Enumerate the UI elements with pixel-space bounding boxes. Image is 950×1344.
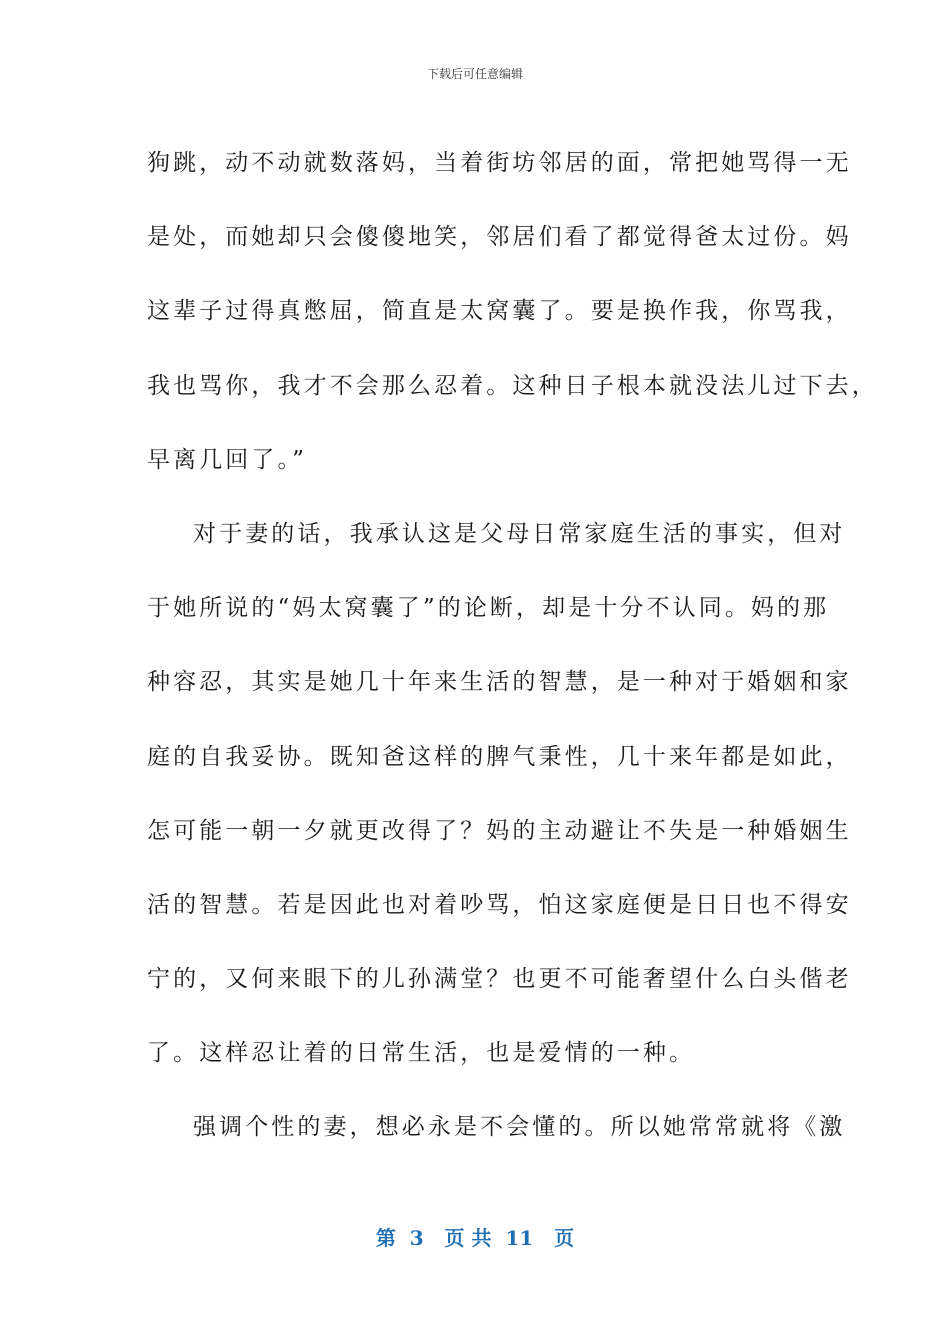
text-line: 这辈子过得真憋屈，简直是太窝囊了。要是换作我，你骂我， (147, 298, 852, 325)
text-line: 我也骂你，我才不会那么忍着。这种日子根本就没法儿过下去， (147, 372, 878, 399)
text-line: 是处，而她却只会傻傻地笑，邻居们看了都觉得爸太过份。妈 (147, 224, 852, 251)
page-number-footer: 第 3 页 共 11 页 (375, 1226, 575, 1250)
text-line: 了。这样忍让着的日常生活，也是爱情的一种。 (147, 1040, 696, 1067)
text-line: 狗跳，动不动就数落妈，当着街坊邻居的面，常把她骂得一无 (147, 150, 852, 176)
text-line: 于她所说的“妈太窝囊了”的论断，却是十分不认同。妈的那 (147, 595, 830, 622)
text-line: 早离几回了。” (147, 446, 307, 473)
text-line: 怎可能一朝一夕就更改得了？妈的主动避让不失是一种婚姻生 (147, 817, 852, 844)
body-text (147, 126, 878, 1165)
page-header: 下载后可任意编辑 (426, 67, 523, 81)
paragraph-first-line: 对于妻的话，我承认这是父母日常家庭生活的事实，但对 (193, 520, 846, 547)
text-line: 宁的，又何来眼下的儿孙满堂？也更不可能奢望什么白头偕老 (147, 966, 852, 993)
text-line: 活的智慧。若是因此也对着吵骂，怕这家庭便是日日也不得安 (147, 891, 852, 918)
paragraph-first-line: 强调个性的妻，想必永是不会懂的。所以她常常就将《激 (193, 1114, 846, 1141)
text-line: 种容忍，其实是她几十年来生活的智慧，是一种对于婚姻和家 (147, 669, 852, 696)
text-line: 庭的自我妥协。既知爸这样的脾气秉性，几十来年都是如此， (147, 743, 852, 770)
